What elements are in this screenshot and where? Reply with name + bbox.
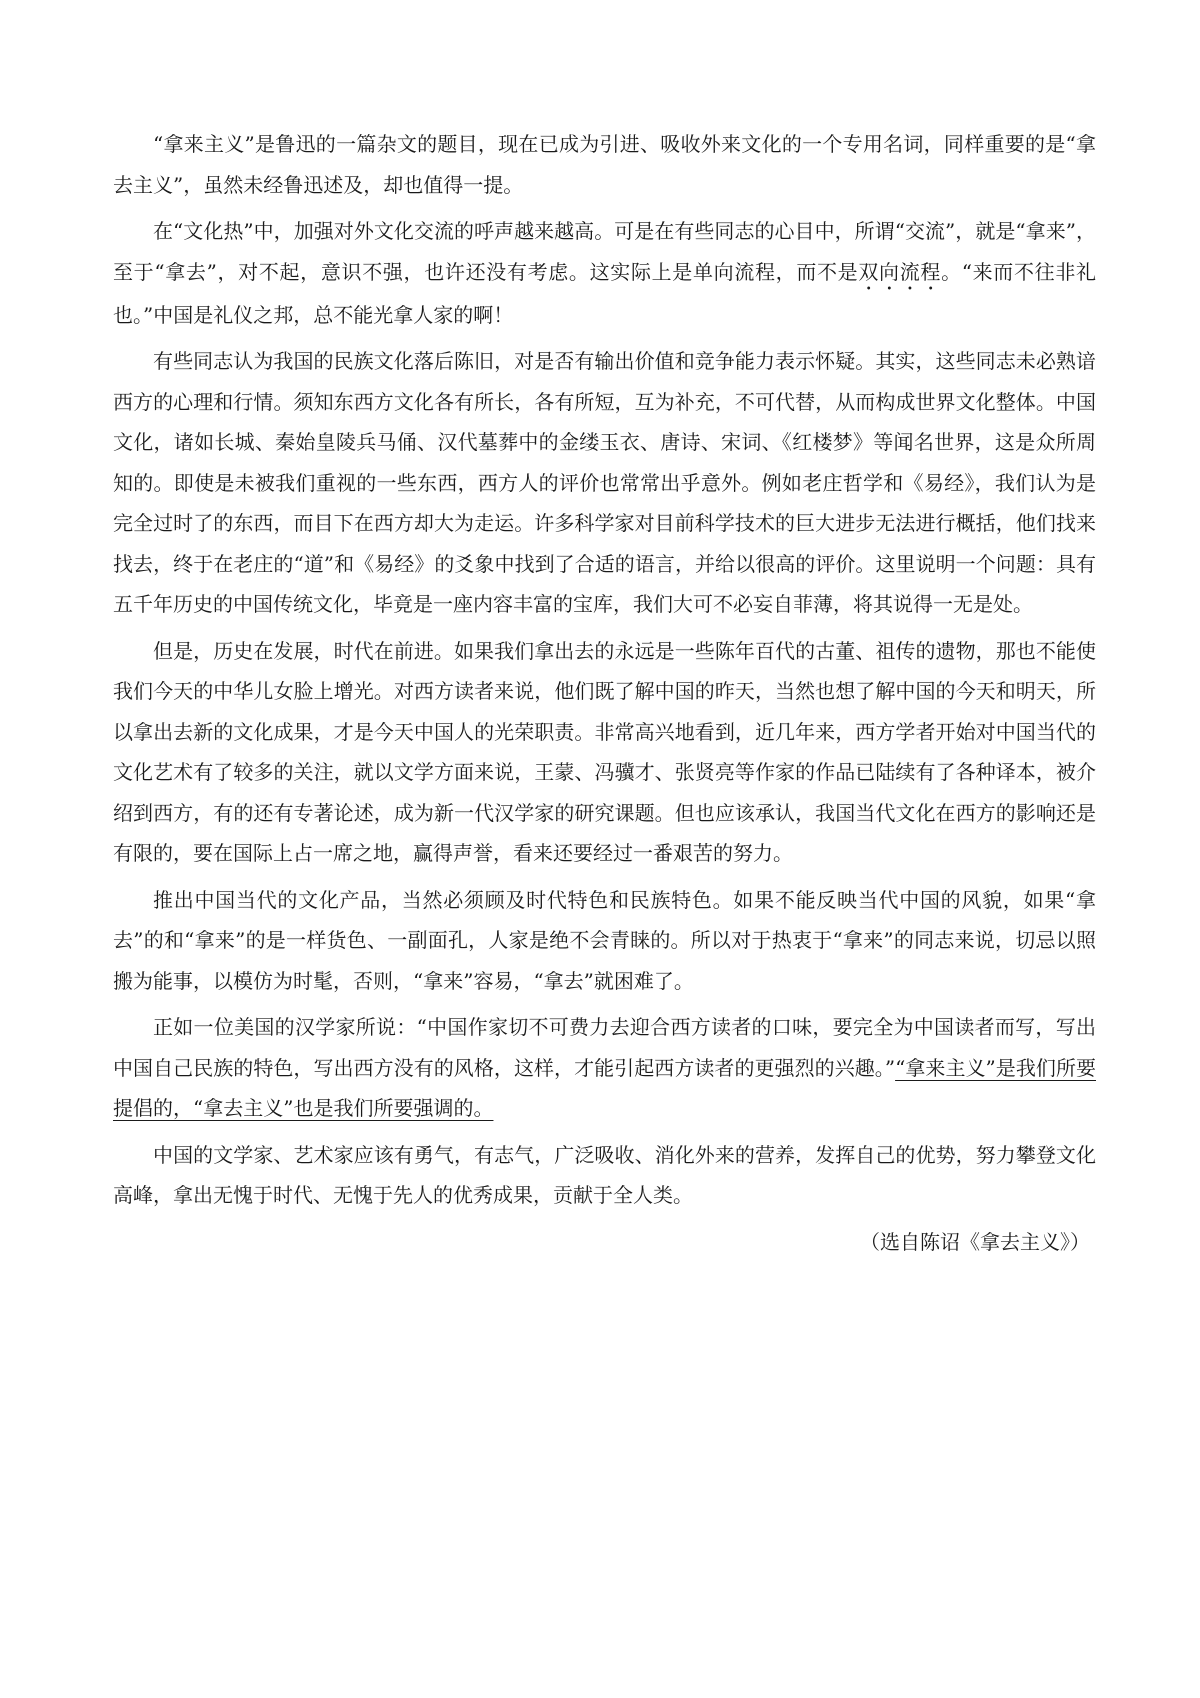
emphasized-phrase: 双向流程 bbox=[858, 259, 942, 284]
paragraph-7: 中国的文学家、艺术家应该有勇气，有志气，广泛吸收、消化外来的营养，发挥自己的优势，努力攀登文化高峰，拿出无愧于时代、无愧于先人的优秀成果，贡献于全人类。 bbox=[113, 1142, 1096, 1207]
paragraph-3: 有些同志认为我国的民族文化落后陈旧，对是否有输出价值和竞争能力表示怀疑。其实，这些同志未必熟谙西方的心理和行情。须知东西方文化各有所长，各有所短，互为补充，不可代替，从而构成世界文化整体。中国文化，诸如长城、秦始皇陵兵马俑、汉代墓葬中的金缕玉衣、唐诗、宋词、《红楼梦》等闻名世界，这是众所周知的。即使是未被我们重视的一些东西，西方人的评价也常常出乎意外。例如老庄哲学和《易经》，我们认为是完全过时了的东西，而目下在西方却大为走运。许多科学家对目前科学技术的巨大进步无法进行概括，他们找来找去，终于在老庄的“道”和《易经》的爻象中找到了合适的语言，并给以很高的评价。这里说明一个问题：具有五千年历史的中国传统文化，毕竟是一座内容丰富的宝库，我们大可不必妄自菲薄，将其说得一无是处。 bbox=[113, 349, 1096, 616]
source-citation: （选自陈诏《拿去主义》） bbox=[860, 1229, 1090, 1254]
paragraph-1: “拿来主义”是鲁迅的一篇杂文的题目，现在已成为引进、吸收外来文化的一个专用名词，同样重要的是“拿去主义”，虽然未经鲁迅述及，却也值得一提。 bbox=[113, 132, 1096, 197]
paragraph-5: 推出中国当代的文化产品，当然必须顾及时代特色和民族特色。如果不能反映当代中国的风貌，如果“拿去”的和“拿来”的是一样货色、一副面孔，人家是绝不会青睐的。所以对于热衷于“拿来”的同志来说，切忌以照搬为能事，以模仿为时髦，否则，“拿来”容易，“拿去”就困难了。 bbox=[113, 887, 1096, 993]
paragraph-6-text: 正如一位美国的汉学家所说：“中国作家切不可费力去迎合西方读者的口味，要完全为中国读者而写，写出中国自己民族的特色，写出西方没有的风格，这样，才能引起西方读者的更强烈的兴趣。” bbox=[113, 1015, 1096, 1080]
article-body bbox=[113, 124, 1096, 1282]
paragraph-2-text-after: 。“来而不往非礼也。”中国是礼仪之邦，总不能光拿人家的啊！ bbox=[113, 259, 1096, 327]
paragraph-2-text-before: 在“文化热”中，加强对外文化交流的呼声越来越高。可是在有些同志的心目中，所谓“交流”，就是“拿来”，至于“拿去”，对不起，意识不强，也许还没有考虑。这实际上是单向流程，而不是 bbox=[113, 219, 1096, 284]
underlined-sentence: “拿来主义”是我们所要提倡的，“拿去主义”也是我们所要强调的。 bbox=[113, 1055, 1096, 1120]
paragraph-2 bbox=[113, 211, 1096, 335]
paragraph-6 bbox=[113, 1007, 1096, 1129]
paragraph-4: 但是，历史在发展，时代在前进。如果我们拿出去的永远是一些陈年百代的古董、祖传的遗物，那也不能使我们今天的中华儿女脸上增光。对西方读者来说，他们既了解中国的昨天，当然也想了解中国的今天和明天，所以拿出去新的文化成果，才是今天中国人的光荣职责。非常高兴地看到，近几年来，西方学者开始对中国当代的文化艺术有了较多的关注，就以文学方面来说，王蒙、冯骥才、张贤亮等作家的作品已陆续有了各种译本，被介绍到西方，有的还有专著论述，成为新一代汉学家的研究课题。但也应该承认，我国当代文化在西方的影响还是有限的，要在国际上占一席之地，赢得声誉，看来还要经过一番艰苦的努力。 bbox=[113, 638, 1096, 865]
